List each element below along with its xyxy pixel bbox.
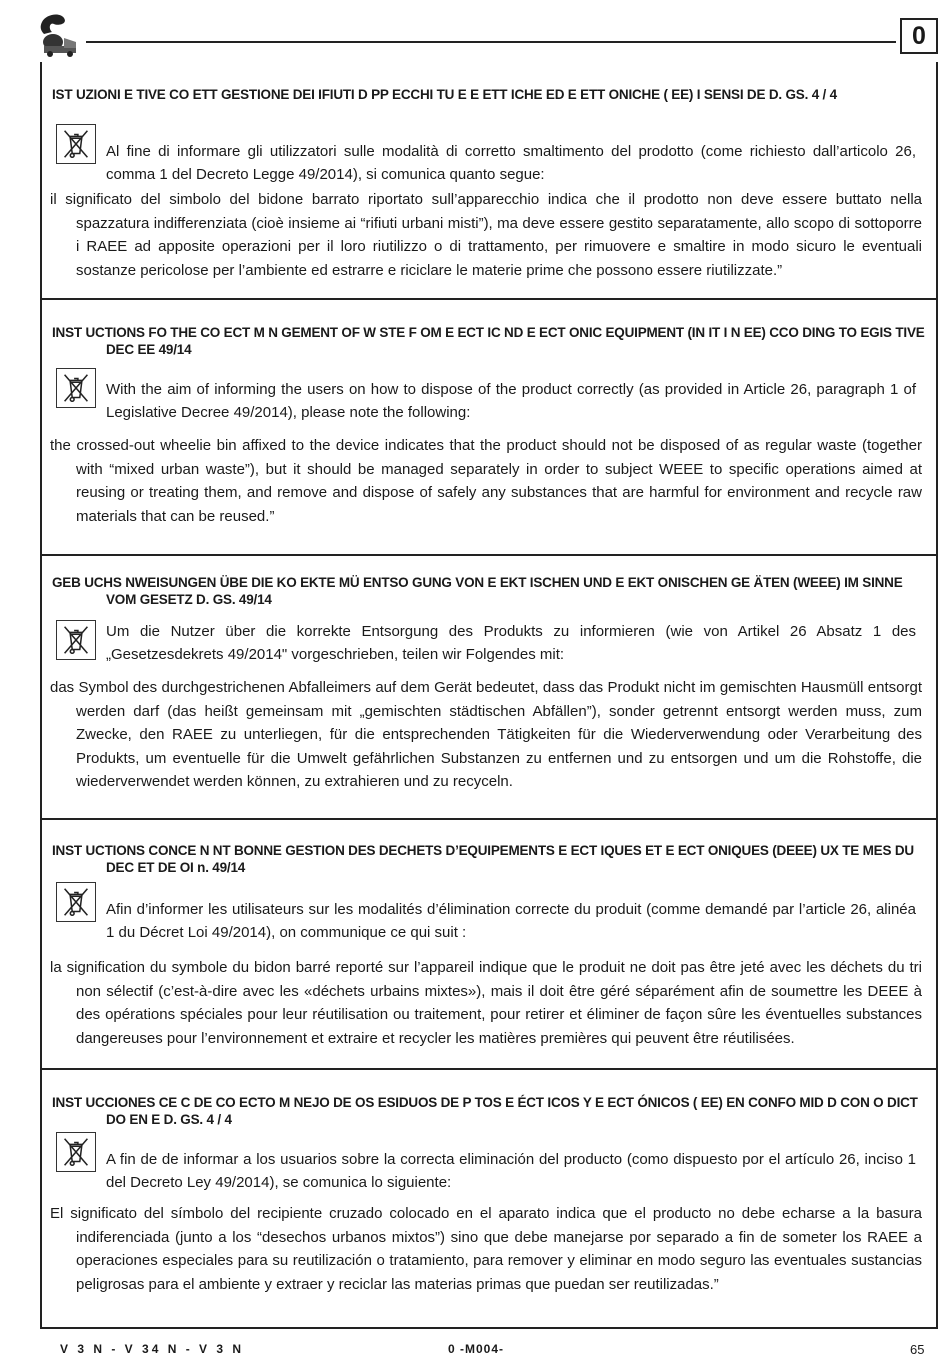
section-intro: With the aim of informing the users on how to dispose of the product correctly (as provided in Article 26, paragraph 1 of Legislative Decree 49/2014), please note the following: <box>106 381 916 421</box>
section-body: El significato del símbolo del recipiente cruzado colocado en el aparato indica que el producto no debe echarse a la basura indiferenciada (junto a los “desechos urbanos mixtos”) sino que debe manejarse por separado a fin de someter los RAEE a operaciones especiales para su reutilización o tratamiento, para remover y eliminar en modo seguro las eventuales sustancias peligrosas para el ambiente y extraer y reciclar las materias primas que puedan ser reutilizadas.” <box>50 1205 922 1293</box>
section-italian <box>42 62 936 298</box>
crossed-bin-icon <box>56 124 96 164</box>
section-french <box>42 818 936 1070</box>
section-body: il significato del simbolo del bidone barrato riportato sull’apparecchio indica che il prodotto non deve essere buttato nella spazzatura indifferenziata (cioè insieme ai “rifiuti urbani misti”), ma deve essere gestito separatamente, allo scopo di sottoporre i RAEE ad apposite operazioni per il loro riutilizzo o di trattamento, per rimuovere e smaltire in modo sicuro le eventuali sostanze pericolose per l’ambiente ed estrarre e riciclare le materie prime che possono essere riutilizzate.” <box>50 191 922 279</box>
section-intro: Al fine di informare gli utilizzatori sulle modalità di corretto smaltimento del prodotto (come richiesto dall’articolo 26, comma 1 del Decreto Legge 49/2014), si comunica quanto segue: <box>106 143 916 183</box>
crossed-bin-icon <box>56 368 96 408</box>
crossed-bin-icon <box>56 1132 96 1172</box>
section-intro: A fin de de informar a los usuarios sobre la correcta eliminación del producto (como dispuesto por el artículo 26, inciso 1 del Decreto Ley 49/2014), se comunica lo siguiente: <box>106 1151 916 1191</box>
section-body: das Symbol des durchgestrichenen Abfalleimers auf dem Gerät bedeutet, dass das Produkt nicht im gemischten Hausmüll entsorgt werden darf (das heißt gemeinsam mit „gemischten städtischen Abfällen”), sonder getrennt entsorgt werden muss, zum Zwecke, den RAEE zu unterliegen, für die entsprechenden Tätigkeiten für die Wiederverwendung oder Verarbeitung des Produkts, um eventuelle für die Umwelt gefährlichen Substanzen zu entfernen und zu entsorgen und um die Rohstoffe, die wiederverwendet werden können, zu extrahieren und zu recyceln. <box>50 679 922 790</box>
page-code-box: 0 <box>900 18 938 54</box>
section-body: the crossed-out wheelie bin affixed to the device indicates that the product should not be disposed of as regular waste (together with “mixed urban waste”), but it should be managed separately in order to subject WEEE to specific operations aimed at reusing or treating them, and remove and dispose of safely any substances that are harmful for environment and recycle raw materials that can be reused.” <box>50 437 922 525</box>
section-intro: Um die Nutzer über die korrekte Entsorgung des Produkts zu informieren (wie von Artikel 26 Absatz 1 des „Gesetzesdekrets 49/2014" vorgeschrieben, teilen wir Folgendes mit: <box>106 623 916 663</box>
section-title: INST UCTIONS FO THE CO ECT M N GEMENT OF W STE F OM E ECT IC ND E ECT ONIC EQUIPMENT (IN IT I N EE) CCO DING TO EGIS TIVE DEC EE 49/14 <box>52 325 925 357</box>
content-frame <box>40 62 938 1329</box>
footer-doc-code: 0 -M004- <box>448 1342 505 1356</box>
section-body: la signification du symbole du bidon barré reporté sur l’appareil indique que le produit ne doit pas être jeté avec les déchets du tri non sélectif (c’est-à-dire avec les «déchets urbains mixtes»), mais il doit être géré séparément afin de soumettre les DEEE à des opérations spéciales pour leur réutilisation ou traitement, pour retirer et éliminer de façon sûre les éventuelles substances dangereuses pour l’environnement et extraire et recycler les matières premières qui peuvent être réutilisées. <box>50 959 922 1047</box>
section-title: INST UCCIONES CE C DE CO ECTO M NEJO DE OS ESIDUOS DE P TOS E ÉCT ICOS Y E ECT ÓNICOS ( EE) EN CONFO MID D CON O DICT DO EN E D. GS. 4 / 4 <box>52 1095 918 1127</box>
footer-models: V 3 N - V 34 N - V 3 N <box>60 1342 245 1356</box>
section-german <box>42 554 936 820</box>
crossed-bin-icon <box>56 620 96 660</box>
section-spanish <box>42 1068 936 1329</box>
crossed-bin-icon <box>56 882 96 922</box>
section-english <box>42 298 936 556</box>
section-intro: Afin d’informer les utilisateurs sur les modalités d’élimination correcte du produit (comme demandé par l’article 26, alinéa 1 du Décret Loi 49/2014), on communique ce qui suit : <box>106 901 916 941</box>
section-title: GEB UCHS NWEISUNGEN ÜBE DIE KO EKTE MÜ ENTSO GUNG VON E EKT ISCHEN UND E EKT ONISCHEN GE ÄTEN (WEEE) IM SINNE VOM GESETZ D. GS. 49/14 <box>52 575 903 607</box>
header-rule <box>86 41 896 43</box>
section-title: IST UZIONI E TIVE CO ETT GESTIONE DEI IFIUTI D PP ECCHI TU E E ETT ICHE ED E ETT ONICHE ( EE) I SENSI DE D. GS. 4 / 4 <box>52 87 837 102</box>
page-number: 65 <box>910 1342 925 1357</box>
section-title: INST UCTIONS CONCE N NT BONNE GESTION DES DECHETS D’EQUIPEMENTS E ECT IQUES ET E ECT ONIQUES (DEEE) UX TE MES DU DEC ET DE OI n. 49/14 <box>52 843 914 875</box>
logo-icon <box>36 12 82 58</box>
